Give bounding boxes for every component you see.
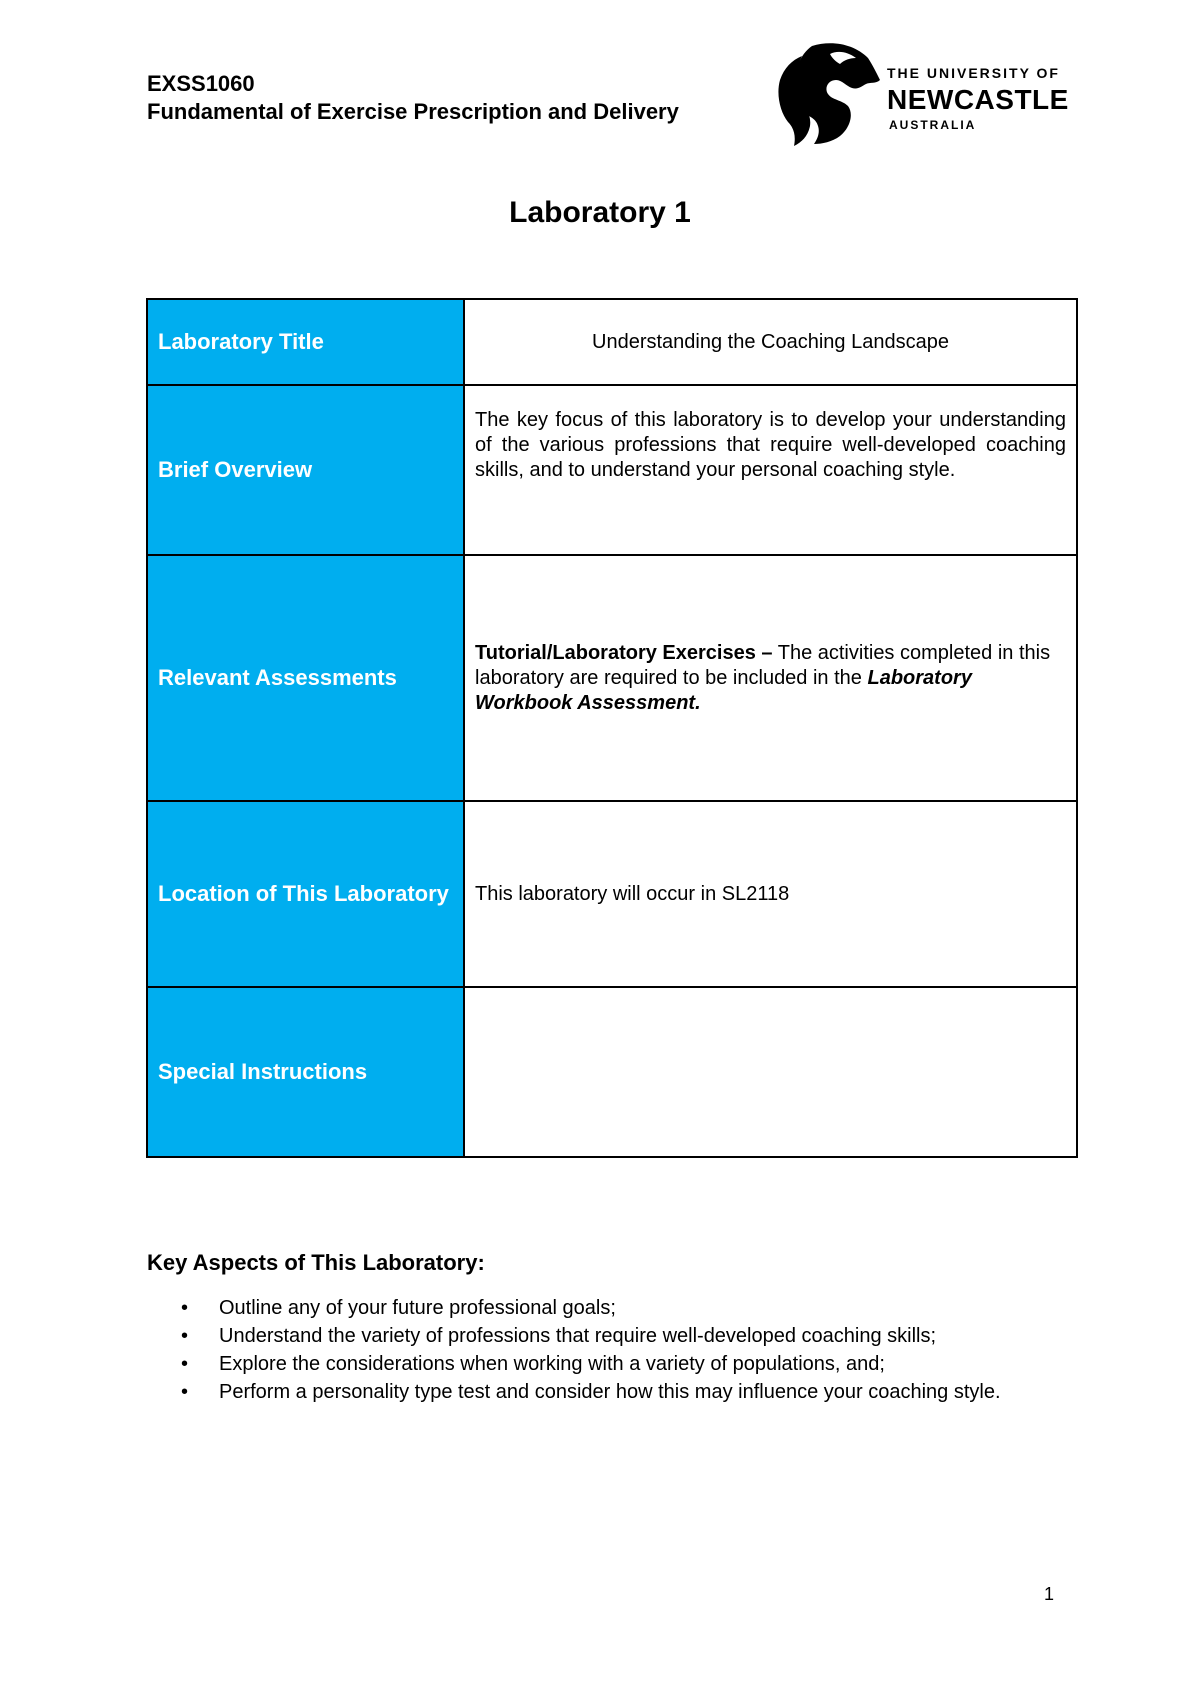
list-item	[181, 1378, 1131, 1406]
assessment-workbook: Laboratory Workbook Assessment.	[475, 666, 972, 714]
table-row	[147, 801, 1077, 987]
assessment-description: The activities completed in this laboratory are required to be included in the	[475, 641, 1051, 689]
assessment-type: Tutorial/Laboratory Exercises –	[475, 641, 773, 664]
laboratory-info-table	[146, 298, 1078, 1158]
list-item	[181, 1350, 1131, 1378]
list-item	[181, 1294, 1131, 1322]
page-number: 1	[1044, 1584, 1055, 1604]
bullet-icon: •	[181, 1353, 189, 1375]
table-row	[147, 299, 1077, 385]
list-item-text: Explore the considerations when working with a variety of populations, and;	[219, 1353, 885, 1375]
row-label-relevant-assessments: Relevant Assessments	[147, 555, 464, 801]
logo-text-line3: AUSTRALIA	[889, 118, 977, 132]
bullet-icon: •	[181, 1381, 189, 1403]
horse-head-logo-icon	[772, 40, 882, 146]
bullet-icon: •	[181, 1297, 189, 1319]
list-item-text: Understand the variety of professions that require well-developed coaching skills;	[219, 1325, 937, 1347]
page-title: Laboratory 1	[509, 196, 691, 229]
logo-text-line2: NEWCASTLE	[887, 84, 1069, 115]
bullet-icon: •	[181, 1325, 189, 1347]
list-item-text: Perform a personality type test and consider how this may influence your coaching style.	[219, 1381, 1001, 1403]
list-item	[181, 1322, 1131, 1350]
row-value-laboratory-title: Understanding the Coaching Landscape	[464, 299, 1077, 385]
row-label-brief-overview: Brief Overview	[147, 385, 464, 555]
row-value-relevant-assessments	[464, 555, 1077, 801]
university-logo	[772, 40, 1069, 146]
row-label-location: Location of This Laboratory	[147, 801, 464, 987]
table-row	[147, 385, 1077, 555]
row-label-special-instructions: Special Instructions	[147, 987, 464, 1157]
key-aspects-list	[147, 1294, 1131, 1406]
row-value-location: This laboratory will occur in SL2118	[464, 801, 1077, 987]
table-row	[147, 987, 1077, 1157]
key-aspects-heading: Key Aspects of This Laboratory:	[147, 1250, 485, 1275]
row-label-laboratory-title: Laboratory Title	[147, 299, 464, 385]
course-code: EXSS1060	[147, 71, 255, 96]
course-name: Fundamental of Exercise Prescription and Delivery	[147, 99, 679, 124]
document-header	[147, 70, 679, 126]
logo-text-line1: THE UNIVERSITY OF	[887, 65, 1060, 81]
row-value-special-instructions	[464, 987, 1077, 1157]
row-value-brief-overview: The key focus of this laboratory is to develop your understanding of the various professions that require well-developed coaching skills, and to understand your personal coaching style.	[464, 385, 1077, 555]
table-row	[147, 555, 1077, 801]
list-item-text: Outline any of your future professional goals;	[219, 1297, 616, 1319]
